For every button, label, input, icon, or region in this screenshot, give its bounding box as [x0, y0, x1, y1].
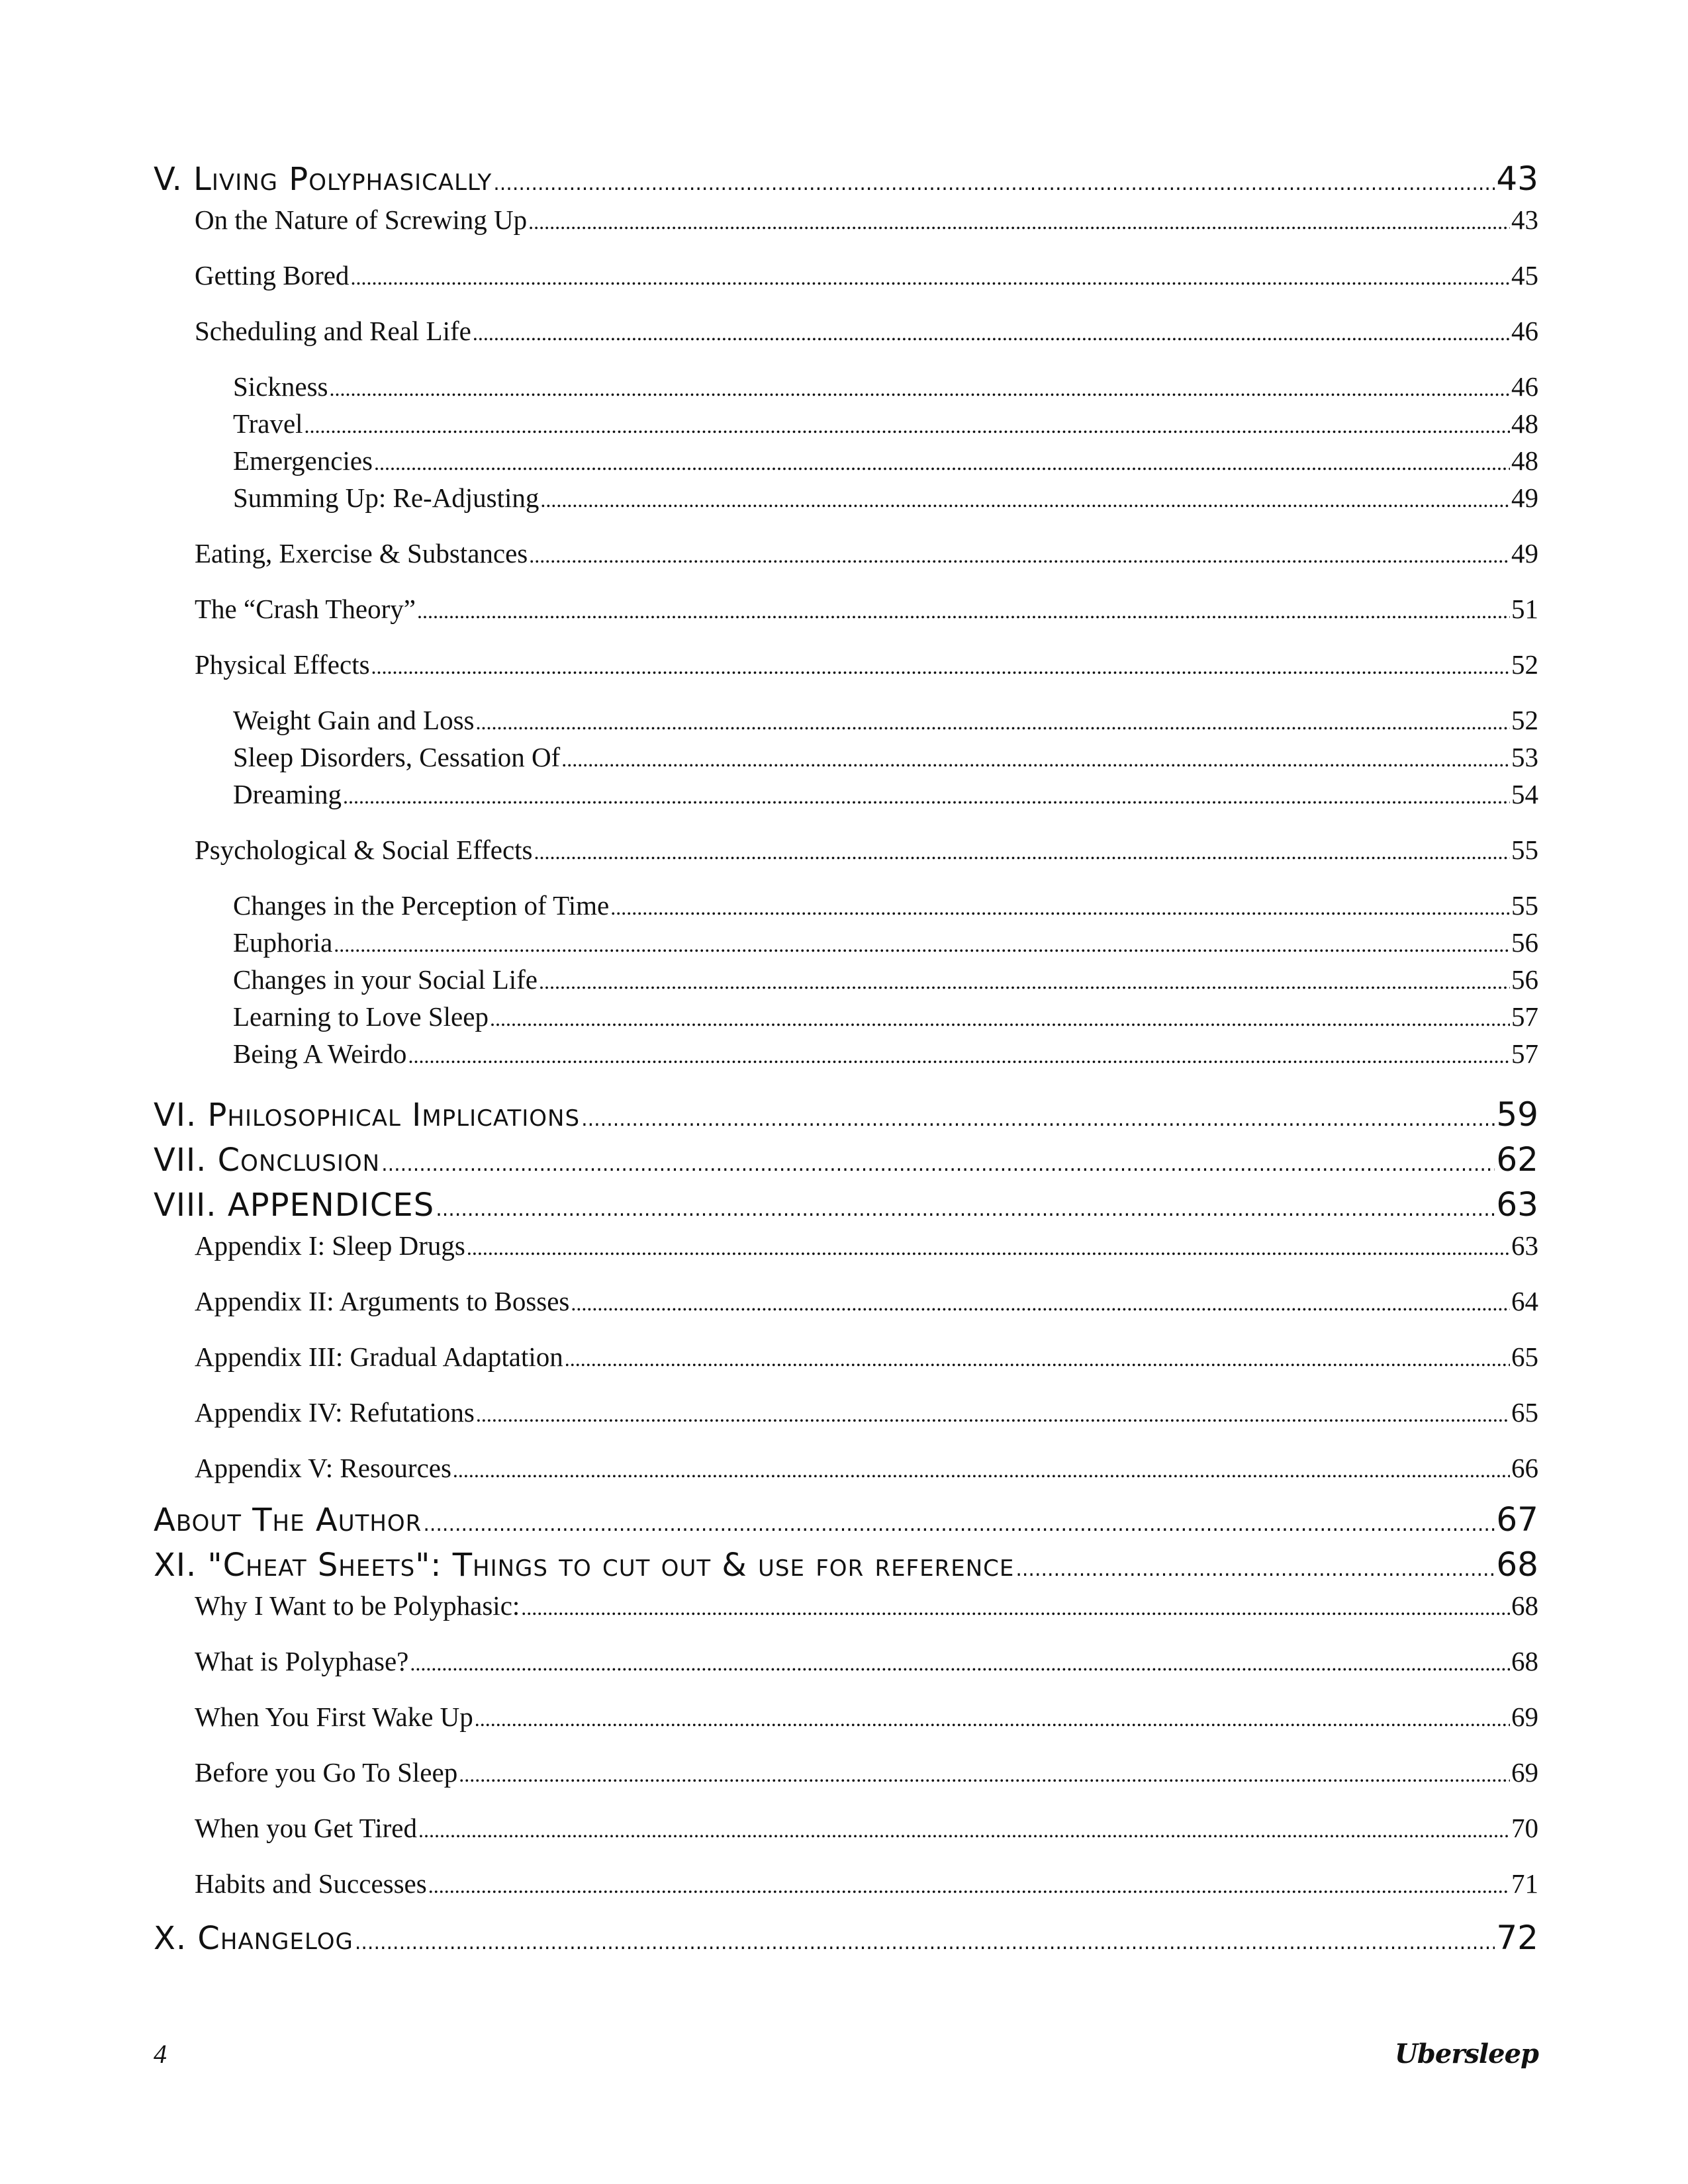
toc-page-number: 56	[1511, 964, 1538, 995]
toc-entry-title: Getting Bored	[195, 260, 350, 291]
toc-page-number: 68	[1511, 1646, 1538, 1676]
toc-section-physical-effects[interactable]	[154, 646, 1538, 683]
toc-subsection-weight[interactable]	[154, 702, 1538, 739]
toc-entry-title: XI. "Cheat Sheets": Things to cut out & use for reference	[154, 1547, 1015, 1584]
toc-entry-title: The “Crash Theory”	[195, 594, 416, 624]
toc-entry-title: Summing Up: Re-Adjusting	[233, 482, 539, 513]
dot-leader	[423, 1502, 1495, 1547]
toc-page-number: 62	[1496, 1140, 1538, 1179]
toc-section-eating-exercise[interactable]	[154, 535, 1538, 572]
dot-leader	[561, 741, 1510, 778]
toc-page-number: 55	[1511, 890, 1538, 921]
toc-page-number: 56	[1511, 927, 1538, 958]
toc-page-number: 59	[1496, 1095, 1538, 1134]
toc-page-number: 66	[1511, 1453, 1538, 1483]
toc-page-number: 57	[1511, 1001, 1538, 1032]
dot-leader	[490, 1000, 1510, 1037]
dot-leader	[381, 1142, 1495, 1187]
dot-leader	[476, 704, 1511, 741]
dot-leader	[565, 1340, 1510, 1377]
toc-section-psych-social[interactable]	[154, 831, 1538, 868]
toc-section-what-is-polyphase[interactable]	[154, 1643, 1538, 1680]
dot-leader	[493, 161, 1495, 206]
toc-entry-title: Weight Gain and Loss	[233, 705, 475, 735]
toc-entry-title: Appendix I: Sleep Drugs	[195, 1230, 465, 1261]
toc-page-number: 57	[1511, 1038, 1538, 1069]
toc-section-appendix-5[interactable]	[154, 1449, 1538, 1486]
toc-entry-title: Emergencies	[233, 445, 373, 476]
toc-page-number: 49	[1511, 482, 1538, 513]
toc-entry-title: Dreaming	[233, 779, 342, 809]
toc-entry-title: Psychological & Social Effects	[195, 835, 533, 865]
footer-brand-logo: Ubersleep	[1395, 2038, 1538, 2070]
dot-leader	[540, 481, 1510, 518]
toc-chapter-changelog[interactable]	[154, 1915, 1538, 1960]
toc-entry-title: Appendix II: Arguments to Bosses	[195, 1286, 570, 1316]
toc-page-number: 69	[1511, 1757, 1538, 1788]
dot-leader	[408, 1037, 1510, 1074]
dot-leader	[418, 1811, 1510, 1848]
toc-page-number: 53	[1511, 742, 1538, 772]
toc-entry-title: Appendix IV: Refutations	[195, 1397, 475, 1428]
toc-subsection-social-life[interactable]	[154, 961, 1538, 998]
toc-page-number: 63	[1496, 1185, 1538, 1224]
toc-subsection-dreaming[interactable]	[154, 776, 1538, 813]
toc-subsection-euphoria[interactable]	[154, 924, 1538, 961]
toc-entry-title: Habits and Successes	[195, 1868, 427, 1899]
toc-page-number: 64	[1511, 1286, 1538, 1316]
toc-page-number: 49	[1511, 538, 1538, 569]
toc-subsection-emergencies[interactable]	[154, 442, 1538, 479]
toc-entry-title: Changes in your Social Life	[233, 964, 538, 995]
dot-leader	[410, 1645, 1510, 1682]
toc-entry-title: Scheduling and Real Life	[195, 316, 471, 346]
dot-leader	[476, 1396, 1510, 1433]
toc-subsection-sleep-disorders[interactable]	[154, 739, 1538, 776]
toc-entry-title: When you Get Tired	[195, 1813, 417, 1843]
toc-chapter-living-polyphasically[interactable]	[154, 156, 1538, 201]
toc-subsection-weirdo[interactable]	[154, 1035, 1538, 1072]
toc-entry-title: On the Nature of Screwing Up	[195, 205, 528, 235]
toc-section-appendix-2[interactable]	[154, 1283, 1538, 1320]
toc-page-number: 51	[1511, 594, 1538, 624]
toc-section-screwing-up[interactable]	[154, 201, 1538, 238]
toc-page-number: 43	[1496, 159, 1538, 198]
toc-entry-title: Travel	[233, 408, 303, 439]
toc-page-number: 46	[1511, 316, 1538, 346]
toc-chapter-appendices[interactable]	[154, 1182, 1538, 1227]
toc-page-number: 48	[1511, 408, 1538, 439]
toc-subsection-time-perception[interactable]	[154, 887, 1538, 924]
toc-page-number: 54	[1511, 779, 1538, 809]
toc-entry-title: VIII. APPENDICES	[154, 1187, 435, 1224]
toc-page-number: 52	[1511, 705, 1538, 735]
dot-leader	[355, 1921, 1495, 1966]
toc-entry-title: Being A Weirdo	[233, 1038, 407, 1069]
dot-leader	[343, 778, 1510, 815]
dot-leader	[581, 1097, 1495, 1142]
toc-page-number: 46	[1511, 371, 1538, 402]
dot-leader	[459, 1756, 1510, 1793]
toc-entry-title: Learning to Love Sleep	[233, 1001, 489, 1032]
dot-leader	[1015, 1547, 1495, 1592]
dot-leader	[371, 648, 1510, 685]
toc-entry-title: What is Polyphase?	[195, 1646, 409, 1676]
toc-section-crash-theory[interactable]	[154, 590, 1538, 627]
toc-chapter-conclusion[interactable]	[154, 1137, 1538, 1182]
dot-leader	[539, 963, 1510, 1000]
toc-section-getting-bored[interactable]	[154, 257, 1538, 294]
toc-page-number: 43	[1511, 205, 1538, 235]
toc-section-scheduling[interactable]	[154, 312, 1538, 349]
toc-subsection-sickness[interactable]	[154, 368, 1538, 405]
toc-chapter-cheat-sheets[interactable]	[154, 1542, 1538, 1587]
toc-section-why-polyphasic[interactable]	[154, 1587, 1538, 1624]
toc-page-number: 63	[1511, 1230, 1538, 1261]
dot-leader	[467, 1229, 1510, 1266]
dot-leader	[428, 1867, 1510, 1904]
dot-leader	[473, 314, 1510, 351]
dot-leader	[330, 370, 1511, 407]
dot-leader	[350, 259, 1510, 296]
toc-entry-title: Before you Go To Sleep	[195, 1757, 458, 1788]
toc-section-appendix-3[interactable]	[154, 1338, 1538, 1375]
toc-entry-title: Appendix III: Gradual Adaptation	[195, 1342, 563, 1372]
toc-page-number: 48	[1511, 445, 1538, 476]
toc-section-get-tired[interactable]	[154, 1809, 1538, 1846]
page-footer	[154, 2038, 1538, 2070]
toc-entry-title: Changes in the Perception of Time	[233, 890, 610, 921]
dot-leader	[334, 926, 1510, 963]
toc-section-appendix-1[interactable]	[154, 1227, 1538, 1264]
toc-entry-title: About The Author	[154, 1502, 422, 1539]
toc-page-number: 52	[1511, 649, 1538, 680]
toc-entry-title: Sickness	[233, 371, 328, 402]
toc-page-number: 67	[1496, 1500, 1538, 1539]
footer-page-number: 4	[154, 2039, 167, 2069]
toc-page-number: 45	[1511, 260, 1538, 291]
dot-leader	[436, 1187, 1495, 1232]
toc-page-number: 68	[1496, 1545, 1538, 1584]
toc-page-number: 69	[1511, 1702, 1538, 1732]
toc-subsection-love-sleep[interactable]	[154, 998, 1538, 1035]
dot-leader	[305, 407, 1510, 444]
toc-entry-title: V. Living Polyphasically	[154, 161, 492, 198]
dot-leader	[453, 1451, 1510, 1488]
dot-leader	[610, 889, 1510, 926]
toc-page-number: 65	[1511, 1397, 1538, 1428]
toc-subsection-readjusting[interactable]	[154, 479, 1538, 516]
toc-entry-title: Sleep Disorders, Cessation Of	[233, 742, 561, 772]
toc-page-number: 72	[1496, 1919, 1538, 1957]
toc-entry-title: VI. Philosophical Implications	[154, 1097, 581, 1134]
toc-entry-title: X. Changelog	[154, 1920, 353, 1957]
toc-page-number: 68	[1511, 1590, 1538, 1621]
toc-section-first-wake-up[interactable]	[154, 1698, 1538, 1735]
toc-entry-title: Why I Want to be Polyphasic:	[195, 1590, 520, 1621]
toc-chapter-philosophical[interactable]	[154, 1092, 1538, 1137]
dot-leader	[417, 592, 1510, 629]
toc-entry-title: Euphoria	[233, 927, 333, 958]
toc-section-before-sleep[interactable]	[154, 1754, 1538, 1791]
dot-leader	[374, 444, 1510, 481]
table-of-contents	[154, 156, 1538, 1960]
toc-page-number: 71	[1511, 1868, 1538, 1899]
toc-section-habits[interactable]	[154, 1865, 1538, 1902]
dot-leader	[529, 537, 1510, 574]
dot-leader	[521, 1589, 1510, 1626]
toc-chapter-about-author[interactable]	[154, 1497, 1538, 1542]
toc-page-number: 70	[1511, 1813, 1538, 1843]
toc-section-appendix-4[interactable]	[154, 1394, 1538, 1431]
toc-entry-title: When You First Wake Up	[195, 1702, 473, 1732]
toc-entry-title: Eating, Exercise & Substances	[195, 538, 528, 569]
dot-leader	[534, 833, 1511, 870]
dot-leader	[475, 1700, 1510, 1737]
toc-page-number: 55	[1511, 835, 1538, 865]
toc-entry-title: VII. Conclusion	[154, 1142, 381, 1179]
toc-entry-title: Appendix V: Resources	[195, 1453, 451, 1483]
toc-subsection-travel[interactable]	[154, 405, 1538, 442]
dot-leader	[528, 203, 1510, 240]
toc-page-number: 65	[1511, 1342, 1538, 1372]
dot-leader	[571, 1285, 1510, 1322]
toc-entry-title: Physical Effects	[195, 649, 370, 680]
